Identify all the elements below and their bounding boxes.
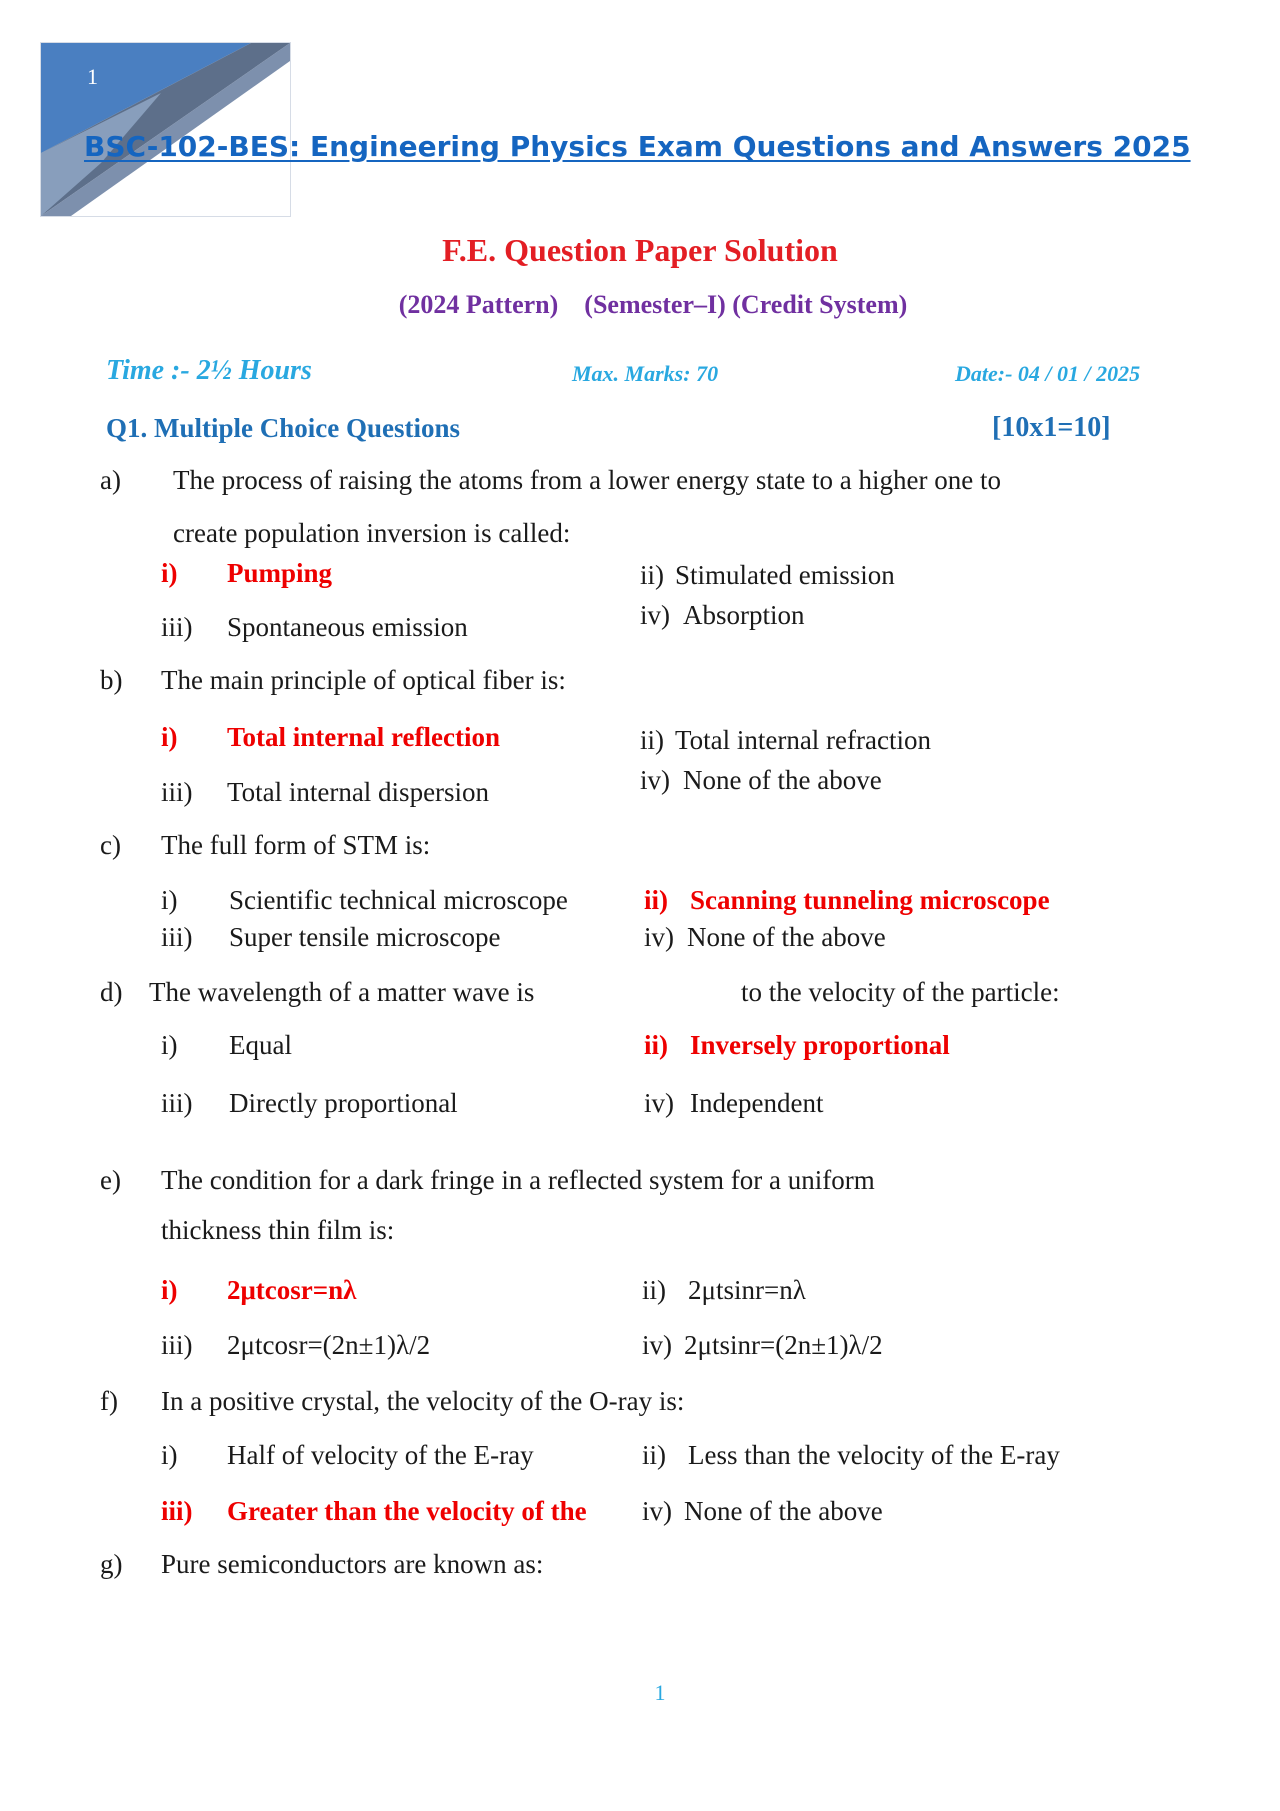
paper-subheading: (2024 Pattern) (Semester–I) (Credit System): [398, 290, 908, 319]
question-text: The main principle of optical fiber is:: [161, 665, 566, 695]
question-label: d): [100, 977, 123, 1007]
option-text-answer: Pumping: [227, 558, 333, 588]
question-label: b): [100, 665, 123, 695]
option-text: Total internal refraction: [675, 725, 931, 755]
option-number: i): [161, 1030, 178, 1060]
question-text: The process of raising the atoms from a lower energy state to a higher one to: [173, 465, 1001, 495]
option-text: 2μtcosr=(2n±1)λ/2: [227, 1330, 431, 1360]
option-number: iv): [642, 1496, 672, 1526]
option-number: ii): [640, 560, 664, 590]
paper-heading: F.E. Question Paper Solution: [442, 232, 838, 268]
option-number: iv): [644, 922, 674, 952]
question-label: a): [100, 465, 121, 495]
option-number: iii): [161, 1088, 193, 1118]
question-text: Pure semiconductors are known as:: [161, 1549, 544, 1579]
option-number: ii): [644, 1030, 668, 1060]
option-text: Total internal dispersion: [227, 777, 490, 807]
question-label: c): [100, 830, 121, 860]
question-label: g): [100, 1549, 123, 1579]
section-title: Q1. Multiple Choice Questions: [106, 413, 461, 443]
option-number: ii): [640, 725, 664, 755]
question-text: In a positive crystal, the velocity of the O-ray is:: [161, 1386, 685, 1416]
question-text: The condition for a dark fringe in a reflected system for a uniform: [161, 1165, 875, 1195]
exam-date: Date:- 04 / 01 / 2025: [955, 361, 1141, 386]
option-number: iv): [640, 600, 670, 630]
option-number: iv): [640, 765, 670, 795]
question-label: f): [100, 1386, 118, 1416]
option-text: None of the above: [684, 1496, 883, 1526]
option-text: None of the above: [683, 765, 882, 795]
option-text: Less than the velocity of the E-ray: [688, 1440, 1060, 1470]
option-text: Super tensile microscope: [229, 922, 501, 952]
document-title-link[interactable]: BSC-102-BES: Engineering Physics Exam Questions and Answers 2025: [84, 130, 1191, 163]
option-text-answer: Greater than the velocity of the: [227, 1496, 587, 1526]
option-text: Independent: [690, 1088, 824, 1118]
option-text: Equal: [229, 1030, 292, 1060]
option-number: iii): [161, 777, 193, 807]
option-number: i): [161, 885, 178, 915]
option-number: i): [161, 722, 178, 752]
option-number: iii): [161, 1330, 193, 1360]
option-text: None of the above: [687, 922, 886, 952]
option-text: Stimulated emission: [675, 560, 895, 590]
header-page-number: 1: [87, 64, 98, 89]
option-number: i): [161, 1440, 178, 1470]
question-text: create population inversion is called:: [173, 518, 571, 548]
option-number: iii): [161, 922, 193, 952]
option-text-answer: Inversely proportional: [690, 1030, 950, 1060]
option-text: Spontaneous emission: [227, 612, 468, 642]
option-number: iii): [161, 612, 193, 642]
option-text: Scientific technical microscope: [229, 885, 568, 915]
question-text: The full form of STM is:: [161, 830, 431, 860]
option-text: 2μtsinr=(2n±1)λ/2: [684, 1330, 883, 1360]
question-label: e): [100, 1165, 121, 1195]
section-marks: [10x1=10]: [992, 412, 1111, 443]
option-text-answer: 2μtcosr=nλ: [227, 1275, 357, 1305]
exam-max-marks: Max. Marks: 70: [572, 361, 719, 386]
option-text-answer: Total internal reflection: [227, 722, 500, 752]
option-number: ii): [644, 885, 668, 915]
question-text: thickness thin film is:: [161, 1215, 395, 1245]
option-number: iv): [644, 1088, 674, 1118]
option-number: iii): [161, 1496, 193, 1526]
option-number: iv): [642, 1330, 672, 1360]
option-text: Directly proportional: [229, 1088, 458, 1118]
question-text: to the velocity of the particle:: [741, 977, 1060, 1007]
option-number: i): [161, 1275, 178, 1305]
footer-page-number: 1: [654, 1680, 666, 1705]
option-number: i): [161, 558, 178, 588]
option-text-answer: Scanning tunneling microscope: [690, 885, 1050, 915]
option-number: ii): [642, 1275, 666, 1305]
exam-time: Time :- 2½ Hours: [106, 355, 312, 386]
option-text: Half of velocity of the E-ray: [227, 1440, 534, 1470]
option-number: ii): [642, 1440, 666, 1470]
option-text: Absorption: [683, 600, 805, 630]
option-text: 2μtsinr=nλ: [688, 1275, 806, 1305]
question-text: The wavelength of a matter wave is: [149, 977, 535, 1007]
